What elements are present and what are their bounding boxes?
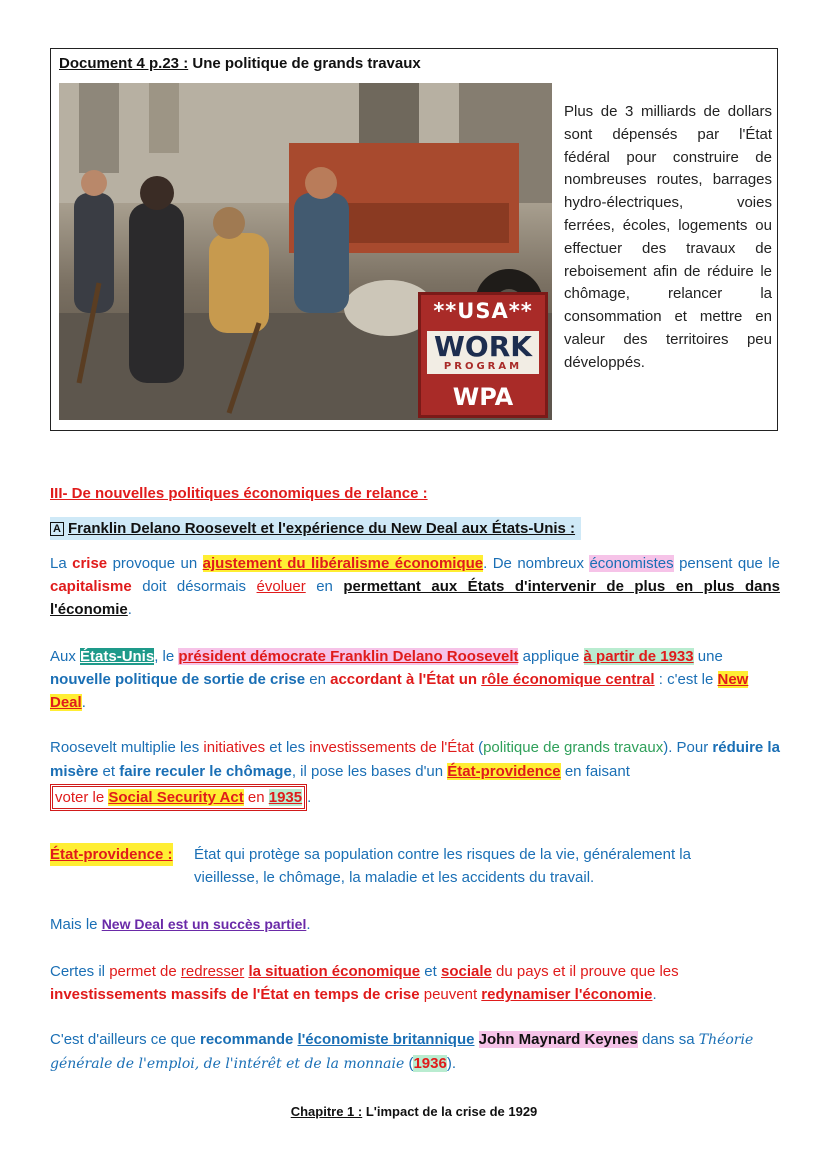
p1-capitalisme: capitalisme (50, 578, 132, 595)
p2-accordant: accordant à l'État un (330, 671, 482, 688)
p2-text: une (693, 648, 723, 665)
p2-role-central: rôle économique central (481, 671, 655, 688)
p6-economiste: l'économiste britannique (297, 1031, 475, 1048)
p5-prouve: du pays et il prouve que les (491, 963, 679, 980)
p5-redynamiser: redynamiser l'économie (481, 986, 653, 1003)
document-text: Plus de 3 milliards de dollars sont dépensés par l'État fédéral pour construire de nombreuses routes, barrages hydro-électriques, voies ferrées, écoles, logements ou effectuer des travaux de reboisement afin de réduire le chômage, relancer la consommation et mettre en valeur des territoires peu développés. (564, 103, 772, 371)
p4-text: Mais le (50, 916, 102, 933)
subheading-marker: A (50, 522, 64, 536)
footer-chapter-label: Chapitre 1 : (290, 1104, 363, 1119)
p6-text: dans sa (637, 1031, 699, 1048)
p2-roosevelt: président démocrate Franklin Delano Roosevelt (178, 648, 519, 665)
paragraph-1 (50, 552, 780, 621)
p3-etat-providence: État-providence (447, 763, 561, 780)
document-title-text: Une politique de grands travaux (188, 55, 421, 72)
p1-text: provoque un (107, 555, 203, 572)
p2-text: : c'est le (654, 671, 718, 688)
p3-text: ( (473, 739, 484, 756)
p2-nouvelle-politique: nouvelle politique de sortie de crise (50, 671, 306, 688)
p3-voter: voter le (55, 789, 109, 806)
p3-text: en faisant (560, 763, 630, 780)
p3-social-security-act: Social Security Act (108, 789, 244, 806)
document-title (59, 55, 421, 72)
p2-text: , le (154, 648, 179, 665)
p1-text: doit désormais (131, 578, 257, 595)
p3-text: , il pose les bases d'un (291, 763, 448, 780)
p1-text: en (305, 578, 344, 595)
subheading-bar (50, 517, 581, 540)
p3-text: . (307, 789, 312, 806)
p5-permet: permet de (109, 963, 181, 980)
p1-crise: crise (72, 555, 108, 572)
p3-en: en (243, 789, 269, 806)
p3-grands-travaux: politique de grands travaux (483, 739, 664, 756)
p1-intervention: permettant aux États d'intervenir de plus en plus dans l'économie (50, 578, 780, 618)
p2-text: en (305, 671, 331, 688)
p5-text: et (420, 963, 441, 980)
wpa-sign-work: WORK (434, 330, 532, 364)
p6-text: ( (404, 1055, 414, 1072)
p2-text: applique (518, 648, 584, 665)
p3-initiatives: initiatives (203, 739, 266, 756)
subheading-text: Franklin Delano Roosevelt et l'expérience du New Deal aux États-Unis : (68, 520, 576, 537)
p3-reduire-misere: réduire la misère (50, 739, 780, 780)
section-heading: III- De nouvelles politiques économiques de relance : (50, 485, 428, 502)
p1-economistes: économistes (589, 555, 674, 572)
p5-redresser: redresser (180, 963, 245, 980)
p6-text: C'est d'ailleurs ce que (50, 1031, 200, 1048)
p5-text: . (652, 986, 657, 1003)
p3-investissements: investissements de l'État (309, 739, 474, 756)
p1-text: pensent que le (673, 555, 780, 572)
p1-text: . De nombreux (483, 555, 590, 572)
wpa-sign-usa: **USA** (433, 299, 533, 324)
p6-theorie-generale: Théorie générale de l'emploi, de l'intérêt et de la monnaie (50, 1032, 754, 1072)
p3-text: ). Pour (663, 739, 713, 756)
wpa-photo (59, 83, 552, 420)
p6-text (474, 1031, 478, 1048)
definition-term: État-providence : (50, 843, 173, 866)
p6-date-1936: 1936 (413, 1055, 447, 1072)
p5-sociale: sociale (440, 963, 492, 980)
footer-chapter-title: L'impact de la crise de 1929 (362, 1104, 538, 1119)
p6-text: ). (446, 1055, 457, 1072)
wpa-sign (418, 292, 548, 418)
p2-new-deal: New Deal (50, 671, 749, 711)
social-security-box (50, 784, 307, 811)
p3-chomage: faire reculer le chômage (119, 763, 292, 780)
definition-line-2: vieillesse, le chômage, la maladie et les accidents du travail. (194, 869, 595, 886)
p6-keynes: John Maynard Keynes (478, 1031, 638, 1048)
p5-peuvent: peuvent (419, 986, 482, 1003)
wpa-sign-wpa: WPA (452, 382, 514, 411)
wpa-sign-middle (427, 331, 539, 374)
p5-text: Certes il (50, 963, 110, 980)
paragraph-2 (50, 645, 780, 714)
definition-line-1: État qui protège sa population contre les risques de la vie, généralement la (194, 846, 691, 863)
p3-text: et les (265, 739, 310, 756)
p4-succes-partiel: New Deal est un succès partiel (101, 916, 307, 932)
paragraph-4 (50, 913, 780, 936)
document-ref: Document 4 p.23 : (59, 55, 189, 72)
p5-investissements: investissements massifs de l'État en temps de crise (50, 986, 420, 1003)
p1-evoluer: évoluer (256, 578, 306, 595)
subheading (50, 517, 780, 540)
document-box (50, 48, 778, 431)
p2-etats-unis: États-Unis (80, 648, 155, 665)
paragraph-3 (50, 736, 780, 811)
p1-ajustement: ajustement du libéralisme économique (202, 555, 484, 572)
page-footer (0, 1104, 828, 1119)
p3-text: et (98, 763, 120, 780)
p1-text: . (127, 601, 132, 618)
wpa-sign-program: PROGRAM (443, 361, 523, 373)
p3-text: Roosevelt multiplie les (50, 739, 204, 756)
paragraph-5 (50, 960, 780, 1006)
paragraph-6 (50, 1028, 780, 1076)
p2-text: . (81, 694, 86, 711)
p5-situation: la situation économique (248, 963, 421, 980)
p2-date-1933: à partir de 1933 (583, 648, 694, 665)
p4-text: . (306, 916, 311, 933)
p1-text: La (50, 555, 73, 572)
p2-text: Aux (50, 648, 81, 665)
p3-date-1935: 1935 (268, 789, 303, 806)
p6-recommande: recommande (199, 1031, 294, 1048)
definition (50, 843, 780, 889)
